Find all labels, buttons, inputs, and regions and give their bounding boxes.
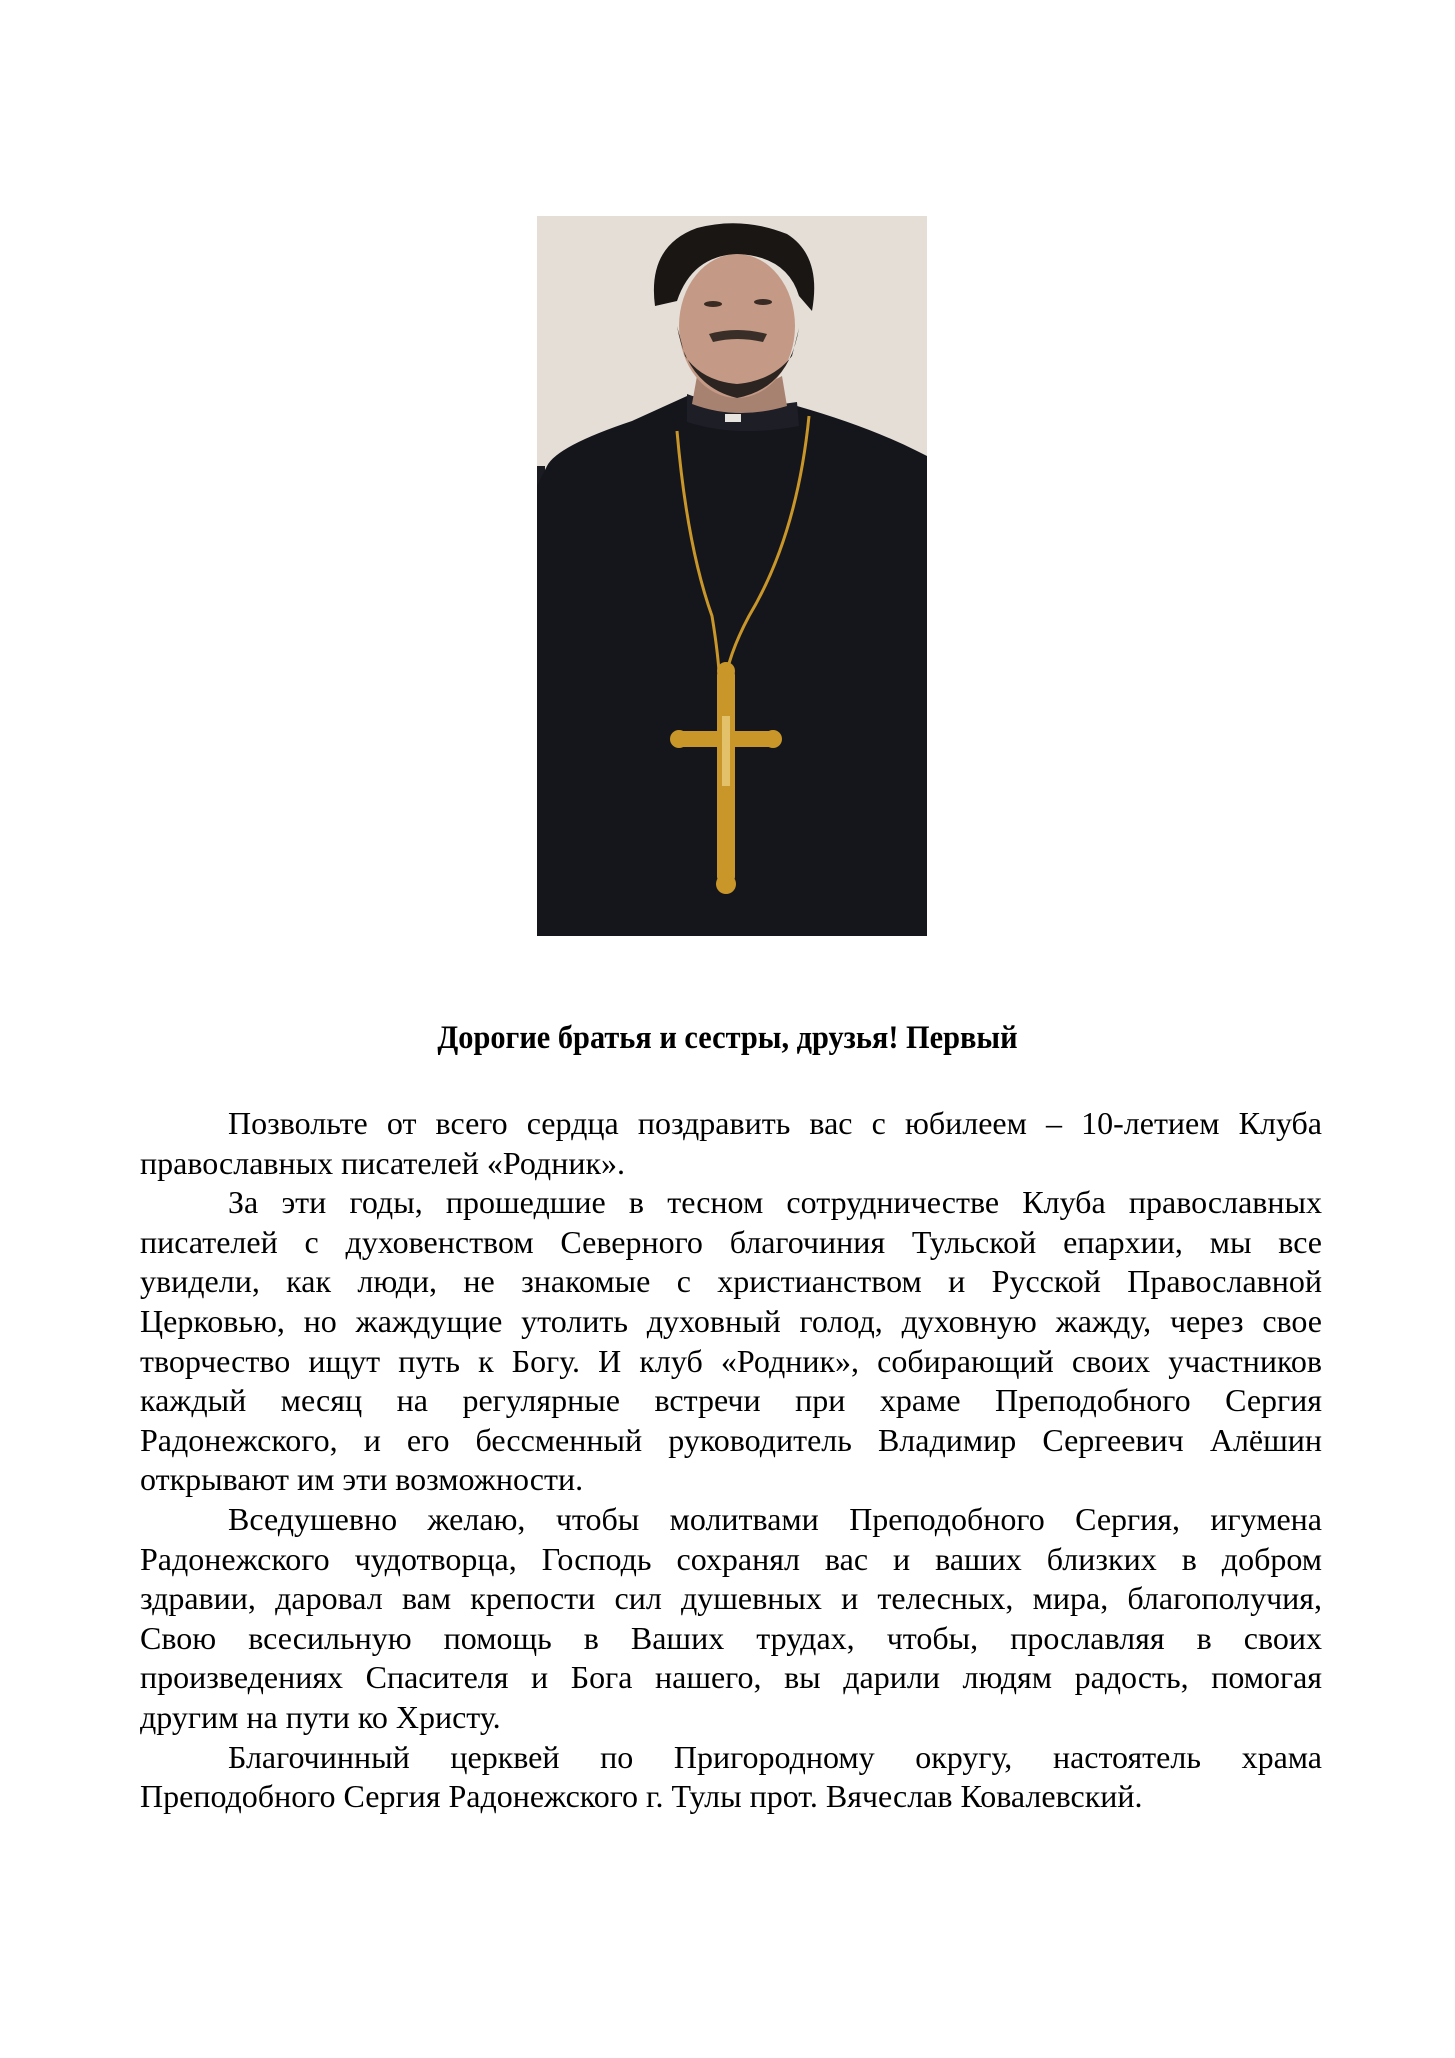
priest-portrait-photo [537, 216, 927, 936]
paragraph-congratulations [140, 1104, 1322, 1183]
text-line: увидели, как люди, не знакомые с христианством и Русской Православной [140, 1263, 1322, 1300]
text-line: Радонежского, и его бессменный руководитель Владимир Сергеевич Алёшин [140, 1421, 1322, 1458]
text-line: произведениях Спасителя и Бога нашего, вы дарили людям радость, помогая [140, 1659, 1322, 1696]
paragraph-wishes [140, 1500, 1322, 1738]
text-line: писателей с духовенством Северного благочиния Тульской епархии, мы все [140, 1223, 1322, 1260]
text-line: Церковью, но жаждущие утолить духовный голод, духовную жажду, через свое [140, 1302, 1322, 1339]
text-line: Вседушевно желаю, чтобы молитвами Преподобного Сергия, игумена [228, 1500, 1322, 1537]
paragraph-signature [140, 1738, 1322, 1817]
text-line: творчество ищут путь к Богу. И клуб «Родник», собирающий своих участников [140, 1342, 1322, 1379]
paragraph-club-history [140, 1183, 1322, 1500]
text-line: Позвольте от всего сердца поздравить вас с юбилеем – 10-летием Клуба [228, 1105, 1322, 1141]
text-line: православных писателей «Родник». [140, 1144, 625, 1181]
text-line: Радонежского чудотворца, Господь сохранял вас и ваших близких в добром [140, 1540, 1322, 1577]
text-line: Благочинный церквей по Пригородному округу, настоятель храма [228, 1738, 1322, 1775]
text-line: другим на пути ко Христу. [140, 1698, 501, 1735]
text-line: За эти годы, прошедшие в тесном сотрудничестве Клуба православных [228, 1184, 1322, 1221]
text-line: Свою всесильную помощь в Ваших трудах, чтобы, прославляя в своих [140, 1619, 1322, 1656]
text-line: каждый месяц на регулярные встречи при храме Преподобного Сергия [140, 1382, 1322, 1419]
text-line: здравии, даровал вам крепости сил душевных и телесных, мира, благополучия, [140, 1580, 1322, 1617]
letter-body [140, 1104, 1322, 1817]
text-line: открывают им эти возможности. [140, 1461, 584, 1498]
signature-line: Преподобного Сергия Радонежского г. Тулы прот. Вячеслав Ковалевский. [140, 1778, 1143, 1815]
greeting-heading: Дорогие братья и сестры, друзья! Первый [437, 1020, 1018, 1056]
portrait-illustration [537, 216, 927, 936]
